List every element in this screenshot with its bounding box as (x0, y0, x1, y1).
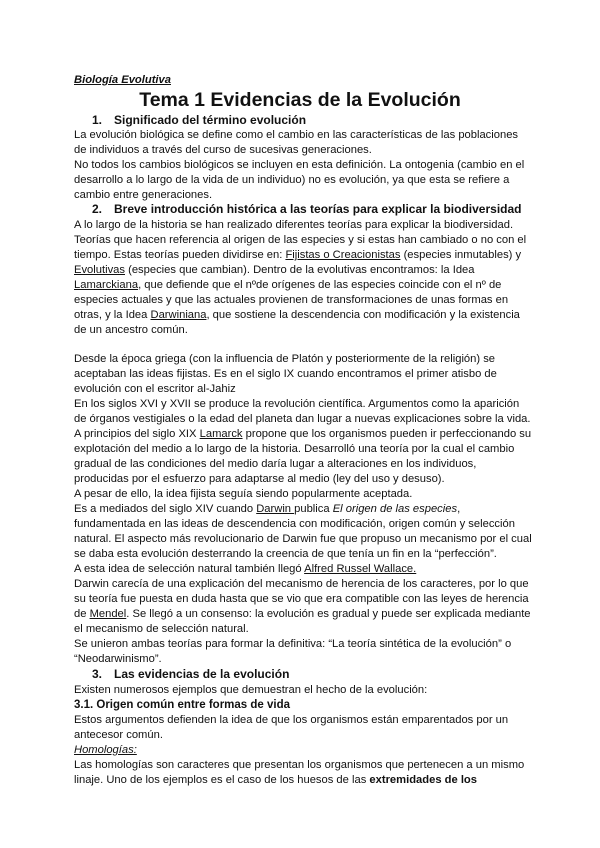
paragraph-line (74, 248, 521, 263)
paragraph-line (74, 427, 531, 442)
paragraph-line: En los siglos XVI y XVII se produce la revolución científica. Argumentos como la aparición (74, 398, 520, 410)
text-run: tiempo. Estas teorías pueden dividirse en: (74, 249, 286, 261)
text-run: A esta idea de selección natural también llegó (74, 563, 305, 575)
paragraph-line: producidas por el esfuerzo para adaptarse al medio (ley del uso y desuso). (74, 473, 445, 485)
text-run: propone que los organismos pueden ir perfeccionando su (242, 428, 532, 440)
term-mendel: Mendel (89, 608, 127, 620)
paragraph-line: se daba esta evolución desterrando la creencia de que tenía un fin en la “perfección”. (74, 548, 497, 560)
section-3-heading (92, 667, 289, 682)
paragraph-line (74, 607, 531, 622)
paragraph-line: A lo largo de la historia se han realizado diferentes teorías para explicar la biodiversidad. (74, 219, 514, 231)
term-fijistas: Fijistas o Creacionistas (285, 249, 401, 261)
paragraph-line: Darwin carecía de una explicación del mecanismo de herencia de los caracteres, por lo que (74, 578, 529, 590)
text-run: . Se llegó a un consenso: la evolución es gradual y puede ser explicada mediante (126, 608, 531, 620)
text-run: de (74, 608, 90, 620)
paragraph-line (74, 278, 501, 293)
paragraph-line: La evolución biológica se define como el cambio en las características de las poblaciones (74, 129, 519, 141)
text-run: A principios del siglo XIX (74, 428, 200, 440)
section-2-heading (92, 202, 521, 217)
text-run: (especies inmutables) y (400, 249, 522, 261)
section-title: Significado del término evolución (114, 113, 307, 127)
term-lamarck: Lamarck (199, 428, 243, 440)
paragraph-line: Existen numerosos ejemplos que demuestran el hecho de la evolución: (74, 684, 428, 696)
paragraph-line: Estos argumentos defienden la idea de que los organismos están emparentados por un (74, 714, 509, 726)
text-run: Es a mediados del siglo XIV cuando (74, 503, 257, 515)
paragraph-line (74, 773, 477, 788)
paragraph-line: “Neodarwinismo”. (74, 653, 162, 665)
paragraph-line: A pesar de ello, la idea fijista seguía siendo popularmente aceptada. (74, 488, 413, 500)
paragraph-line: evolución con el escritor al-Jahiz (74, 383, 236, 395)
paragraph-line: Desde la época griega (con la influencia de Platón y posteriormente de la religión) se (74, 353, 496, 365)
bold-term: extremidades de los (369, 774, 477, 786)
paragraph-line: Las homologías son caracteres que presentan los organismos que pertenecen a un mismo (74, 759, 525, 771)
text-run: , que defiende que el nºde orígenes de las especies coincide con el nº de (138, 279, 502, 291)
text-run: otras, y la Idea (74, 309, 151, 321)
paragraph-line (74, 562, 416, 577)
text-run: , (457, 503, 461, 515)
paragraph-line: de órganos vestigiales o la edad del planeta dan lugar a nuevas explicaciones sobre la vida. (74, 413, 531, 425)
paragraph-line: natural. El aspecto más revolucionario de Darwin fue que propuso un mecanismo por el cual (74, 533, 532, 545)
text-run: linaje. Uno de los ejemplos es el caso de los huesos de las (74, 774, 370, 786)
term-darwin: Darwin (256, 503, 295, 515)
section-title: Breve introducción histórica a las teorías para explicar la biodiversidad (114, 202, 522, 216)
page-title: Tema 1 Evidencias de la Evolución (139, 89, 461, 111)
text-run: publica (294, 503, 333, 515)
homologias-heading: Homologías: (74, 744, 137, 756)
subject-text: Biología Evolutiva (74, 74, 171, 86)
term-wallace: Alfred Russel Wallace. (304, 563, 417, 575)
paragraph-line: gradual de las condiciones del medio daría lugar a alteraciones en los individuos, (74, 458, 477, 470)
term-darwiniana: Darwiniana (150, 309, 207, 321)
paragraph-line: desarrollo a lo largo de la vida de un individuo) no es evolución, ya que esta se refiere a (74, 174, 510, 186)
paragraph-line (74, 502, 460, 517)
subsection-title: 3.1. Origen común entre formas de vida (74, 699, 291, 711)
paragraph-line (74, 308, 520, 323)
paragraph-line: de individuos a través del curso de sucesivas generaciones. (74, 144, 372, 156)
paragraph-line: Se unieron ambas teorías para formar la definitiva: “La teoría sintética de la evolución” o (74, 638, 512, 650)
homologias-label (74, 743, 137, 758)
section-title: Las evidencias de la evolución (114, 667, 290, 681)
section-number: 2. (92, 202, 103, 216)
section-1-heading (92, 113, 306, 128)
paragraph-line: explotación del medio a lo largo de la historia. Desarrolló una teoría por la cual el cambio (74, 443, 515, 455)
subject-label (74, 73, 171, 88)
paragraph-line: Teorías que hacen referencia al origen de las especies y si estas han cambiado o no con el (74, 234, 527, 246)
paragraph-line: cambio entre generaciones. (74, 189, 213, 201)
section-number: 3. (92, 667, 103, 681)
paragraph-line: aceptaban las ideas fijistas. Es en el siglo IX cuando encontramos el primer atisbo de (74, 368, 497, 380)
paragraph-line: especies actuales y que las actuales provienen de transformaciones de unas formas en (74, 294, 509, 306)
section-number: 1. (92, 113, 103, 127)
book-title: El origen de las especies (332, 503, 458, 515)
paragraph-line: su teoría fue puesta en duda hasta que se vio que era compatible con las leyes de herencia (74, 593, 529, 605)
subsection-heading (74, 698, 290, 713)
term-lamarckiana: Lamarckiana (74, 279, 139, 291)
paragraph-line: No todos los cambios biológicos se incluyen en esta definición. La ontogenia (cambio en el (74, 159, 525, 171)
text-run: (especies que cambian). Dentro de la evolutivas encontramos: la Idea (125, 264, 475, 276)
text-run: , que sostiene la descendencia con modificación y la existencia (206, 309, 520, 321)
paragraph-line: antecesor común. (74, 729, 163, 741)
term-evolutivas: Evolutivas (74, 264, 125, 276)
paragraph-line: de un ancestro común. (74, 324, 188, 336)
paragraph-line: fundamentada en las ideas de descendencia con modificación, origen común y selección (74, 518, 515, 530)
paragraph-line (74, 263, 475, 278)
paragraph-line: el mecanismo de selección natural. (74, 623, 249, 635)
